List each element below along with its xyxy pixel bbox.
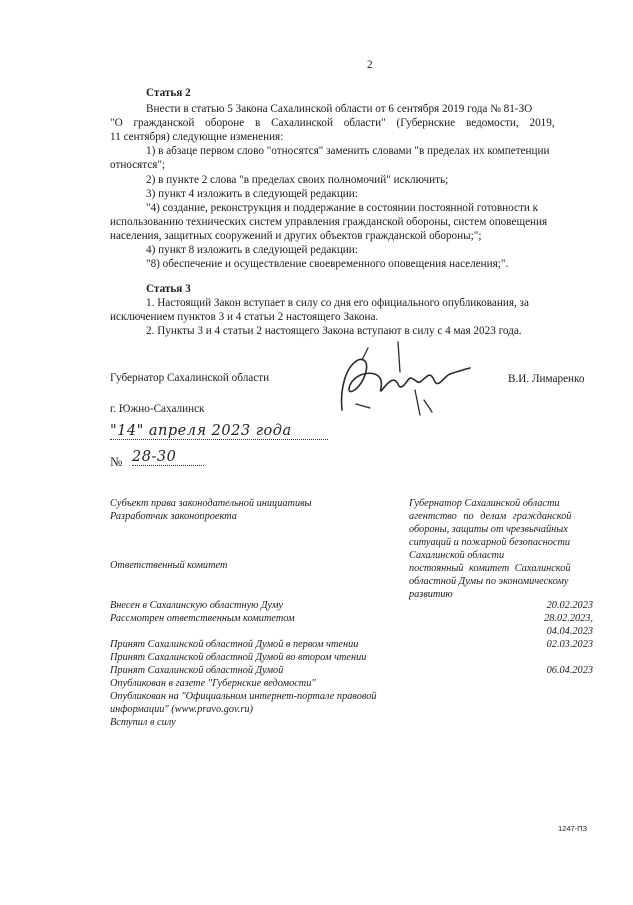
history-date: 02.03.2023 bbox=[546, 639, 593, 650]
article-2-item-1-line-1: 1) в абзаце первом слово "относятся" заменить словами "в пределах их компетенции bbox=[146, 145, 550, 157]
history-label: Рассмотрен ответственным комитетом bbox=[110, 613, 295, 624]
article-3-heading: Статья 3 bbox=[146, 283, 191, 295]
article-2-item-3-text-line-2: использованию технических систем управления гражданской обороны, систем оповещения bbox=[110, 216, 548, 228]
article-2-intro-line-3: 11 сентября) следующие изменения: bbox=[110, 131, 284, 143]
footer-code: 1247-ПЗ bbox=[558, 824, 588, 833]
law-number: 28-30 bbox=[132, 449, 204, 466]
subject-value-line-3: обороны, защиты от чрезвычайных bbox=[409, 524, 568, 535]
article-2-intro-line-2: "О гражданской обороне в Сахалинской области" (Губернские ведомости, 2019, bbox=[110, 117, 555, 129]
subject-value-line-5: Сахалинской области bbox=[409, 550, 505, 561]
subject-label: Субъект права законодательной инициативы bbox=[110, 498, 312, 509]
article-2-heading: Статья 2 bbox=[146, 87, 191, 99]
article-3-p2: 2. Пункты 3 и 4 статьи 2 настоящего Закона вступают в силу с 4 мая 2023 года. bbox=[146, 325, 522, 337]
article-2-intro-line-1: Внести в статью 5 Закона Сахалинской области от 6 сентября 2019 года № 81-ЗО bbox=[146, 103, 533, 115]
article-3-p1-line-2: исключением пунктов 3 и 4 статьи 2 настоящего Закона. bbox=[110, 311, 379, 323]
handwritten-signature bbox=[320, 340, 490, 420]
history-label: Опубликован на "Официальном интернет-портале правовой bbox=[110, 691, 377, 702]
article-2-item-2: 2) в пункте 2 слова "в пределах своих полномочий" исключить; bbox=[146, 174, 449, 186]
history-label: Принят Сахалинской областной Думой в первом чтении bbox=[110, 639, 359, 650]
history-label: Опубликован в газете "Губернские ведомости" bbox=[110, 678, 316, 689]
article-2-item-3-text-line-1: "4) создание, реконструкция и поддержание в состоянии постоянной готовности к bbox=[146, 202, 539, 214]
subject-value-line-4: ситуаций и пожарной безопасности bbox=[409, 537, 571, 548]
committee-value-line-2: областной Думы по экономическому bbox=[409, 576, 569, 587]
history-date: 04.04.2023 bbox=[546, 626, 593, 637]
history-label: Принят Сахалинской областной Думой bbox=[110, 665, 284, 676]
article-2-item-1-line-2: относятся"; bbox=[110, 159, 166, 171]
governor-name: В.И. Лимаренко bbox=[508, 373, 585, 385]
law-number-prefix: № bbox=[110, 454, 123, 469]
history-label: Принят Сахалинской областной Думой во втором чтении bbox=[110, 652, 367, 663]
history-label: Внесен в Сахалинскую областную Думу bbox=[110, 600, 283, 611]
article-2-item-4: 4) пункт 8 изложить в следующей редакции: bbox=[146, 244, 358, 256]
subject-value-line-2: агентство по делам гражданской bbox=[409, 511, 572, 522]
history-date: 06.04.2023 bbox=[546, 665, 593, 676]
committee-value-line-1: постоянный комитет Сахалинской bbox=[409, 563, 571, 574]
article-2-item-3-text-line-3: населения, защитных сооружений и других объектов гражданской обороны;"; bbox=[110, 230, 482, 242]
article-3-p1-line-1: 1. Настоящий Закон вступает в силу со дня его официального опубликования, за bbox=[146, 297, 529, 309]
article-2-item-3: 3) пункт 4 изложить в следующей редакции: bbox=[146, 188, 358, 200]
governor-title: Губернатор Сахалинской области bbox=[110, 372, 270, 384]
history-label: информации" (www.pravo.gov.ru) bbox=[110, 704, 253, 715]
history-date: 20.02.2023 bbox=[546, 600, 593, 611]
subject-value-line-1: Губернатор Сахалинской области bbox=[409, 498, 560, 509]
history-date: 28.02.2023, bbox=[544, 613, 593, 624]
city: г. Южно-Сахалинск bbox=[110, 403, 205, 415]
history-label: Вступил в силу bbox=[110, 717, 176, 728]
committee-value-line-3: развитию bbox=[409, 589, 453, 600]
page-number: 2 bbox=[367, 59, 373, 71]
developer-label: Разработчик законопроекта bbox=[110, 511, 237, 522]
signing-date: "14" апреля 2023 года bbox=[110, 423, 328, 440]
committee-label: Ответственный комитет bbox=[110, 560, 228, 571]
article-2-item-4-text: "8) обеспечение и осуществление своевременного оповещения населения;". bbox=[146, 258, 509, 270]
